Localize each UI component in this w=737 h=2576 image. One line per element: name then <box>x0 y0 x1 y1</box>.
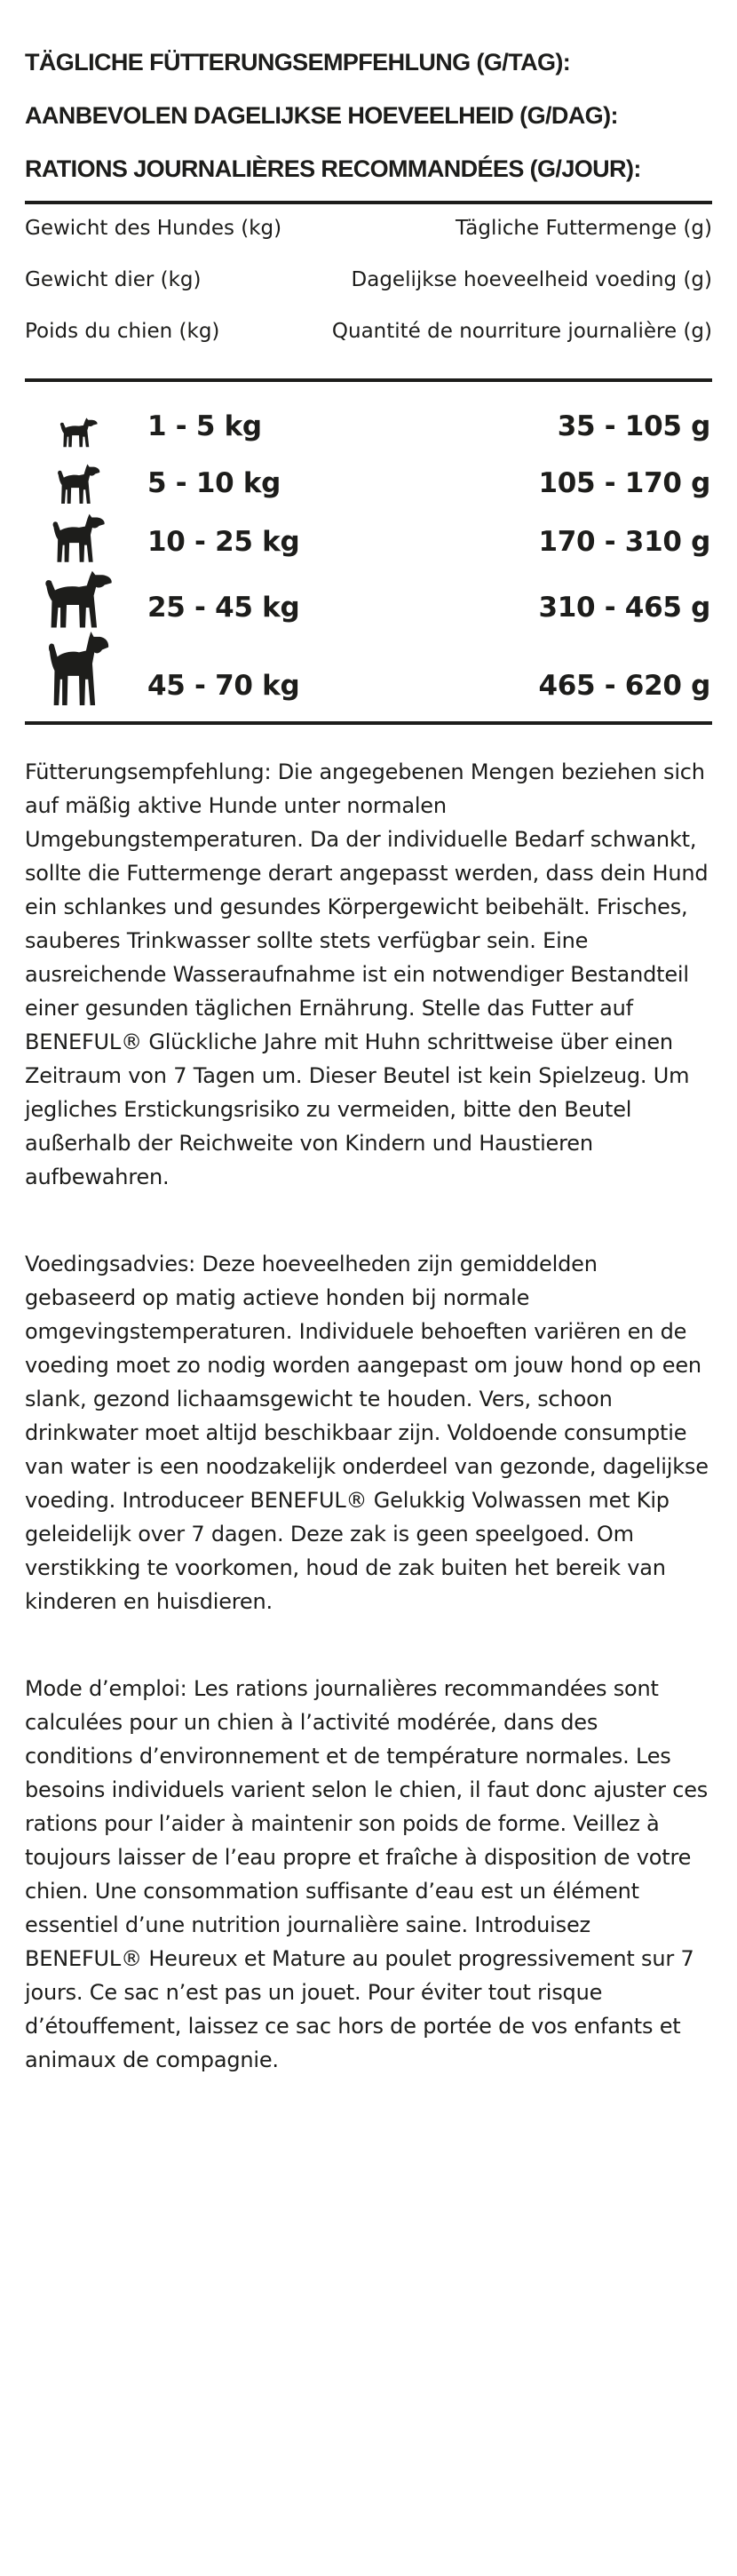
divider-bottom <box>25 721 712 725</box>
title-dutch: AANBEVOLEN DAGELIJKSE HOEVEELHEID (G/DAG): <box>25 102 618 129</box>
dog-toy-size-icon <box>25 417 133 448</box>
feeding-row <box>25 563 712 629</box>
amount-header-de: Tägliche Futtermenge (g) <box>455 217 712 240</box>
title-block <box>25 36 712 195</box>
weight-range: 45 - 70 kg <box>147 670 300 702</box>
food-amount: 105 - 170 g <box>538 467 710 499</box>
paragraph-dutch: Voedingsadvies: Deze hoeveelheden zijn gemiddelden gebaseerd op matig actieve honden bij normale omgevingstemperaturen. Individuele behoeften variëren en de voeding moet zo nodig worden aangepast om jouw hond op een slank, gezond lichaamsgewicht te houden. Vers, schoon drinkwater moet altijd beschikbaar zijn. Voldoende consumptie van water is een noodzakelijk onderdeel van gezonde, dagelijkse voeding. Introduceer BENEFUL® Gelukkig Volwassen met Kip geleidelijk over 7 dagen. Deze zak is geen speelgoed. Om verstikking te voorkomen, houd de zak buiten het bereik van kinderen en huisdieren. <box>25 1252 709 1614</box>
food-amount: 35 - 105 g <box>557 410 710 442</box>
weight-header-fr: Poids du chien (kg) <box>25 320 220 343</box>
title-french: RATIONS JOURNALIÈRES RECOMMANDÉES (G/JOUR): <box>25 155 641 182</box>
weight-range: 5 - 10 kg <box>147 467 281 499</box>
header-row-german <box>25 217 712 268</box>
dog-giant-size-icon <box>25 631 133 707</box>
paragraph-french: Mode d’emploi: Les rations journalières recommandées sont calculées pour un chien à l’activité modérée, dans des conditions d’environnement et de température normales. Les besoins individuels varient selon le chien, il faut donc ajuster ces rations pour l’aider à maintenir son poids de forme. Veillez à toujours laisser de l’eau propre et fraîche à disposition de votre chien. Une consommation suffisante d’eau est un élément essentiel d’une nutrition journalière saine. Introduisez BENEFUL® Heureux et Mature au poulet progressivement sur 7 jours. Ce sac n’est pas un jouet. Pour éviter tout risque d’étouffement, laissez ce sac hors de portée de vos enfants et animaux de compagnie. <box>25 1676 709 2072</box>
weight-range: 25 - 45 kg <box>147 592 300 624</box>
header-row-french <box>25 320 712 371</box>
title-german: TÄGLICHE FÜTTERUNGSEMPFEHLUNG (G/TAG): <box>25 49 571 76</box>
paragraph-german: Fütterungsempfehlung: Die angegebenen Mengen beziehen sich auf mäßig aktive Hunde unter normalen Umgebungstemperaturen. Da der individuelle Bedarf schwankt, sollte die Futtermenge derart angepasst werden, dass dein Hund ein schlankes und gesundes Körpergewicht beibehält. Frisches, sauberes Trinkwasser sollte stets verfügbar sein. Eine ausreichende Wasseraufnahme ist ein notwendiger Bestandteil einer gesunden täglichen Ernährung. Stelle das Futter auf BENEFUL® Glückliche Jahre mit Huhn schrittweise über einen Zeitraum von 7 Tagen um. Dieser Beutel ist kein Spielzeug. Um jegliches Erstickungsrisiko zu vermeiden, bitte den Beutel außerhalb der Reichweite von Kindern und Haustieren aufbewahren. <box>25 759 709 1189</box>
amount-header-nl: Dagelijkse hoeveelheid voeding (g) <box>351 268 712 291</box>
feeding-row <box>25 393 712 448</box>
instructions-block <box>25 755 712 2077</box>
weight-range: 1 - 5 kg <box>147 410 262 442</box>
food-amount: 465 - 620 g <box>538 670 710 702</box>
weight-header-de: Gewicht des Hundes (kg) <box>25 217 282 240</box>
table-header-block <box>25 204 712 378</box>
food-amount: 170 - 310 g <box>538 526 710 558</box>
feeding-row <box>25 448 712 505</box>
dog-large-size-icon <box>25 570 133 629</box>
feeding-row <box>25 505 712 563</box>
dog-small-size-icon <box>25 464 133 505</box>
food-amount: 310 - 465 g <box>538 592 710 624</box>
feeding-row <box>25 629 712 707</box>
weight-range: 10 - 25 kg <box>147 526 300 558</box>
dog-medium-size-icon <box>25 513 133 563</box>
header-row-dutch <box>25 268 712 320</box>
weight-header-nl: Gewicht dier (kg) <box>25 268 202 291</box>
feeding-table <box>25 382 712 721</box>
amount-header-fr: Quantité de nourriture journalière (g) <box>331 320 712 343</box>
